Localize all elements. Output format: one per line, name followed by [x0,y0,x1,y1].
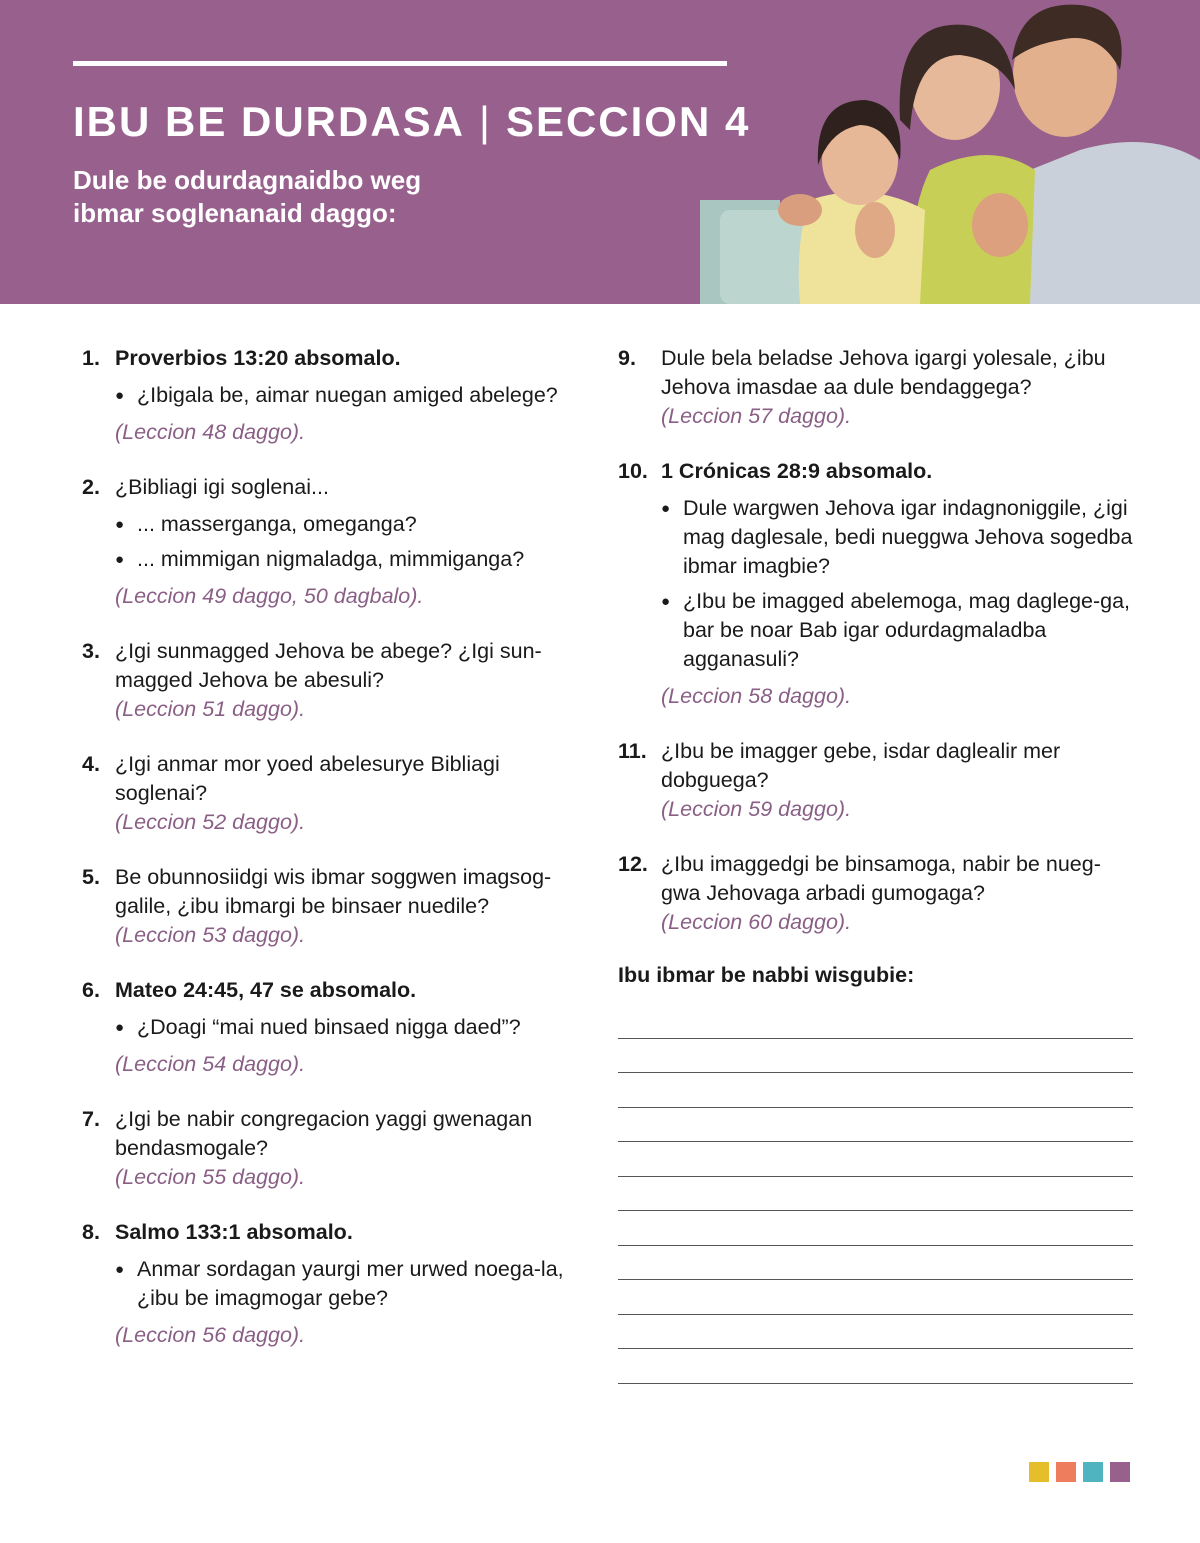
question-item [82,637,592,724]
question-item [82,976,592,1079]
bullet-item: ● Dule wargwen Jehova igar indagnoniggile, ¿igi mag daglesale, bedi nueggwa Jehova sogedba ibmar imagbie? [661,494,1133,581]
question-text: Be obunnosiidgi wis ibmar soggwen imagsog-galile, ¿ibu ibmargi be binsaer nuedile? [115,865,552,918]
color-square-yellow [1029,1462,1049,1482]
question-number: 2. [82,475,100,499]
question-number: 1. [82,346,100,370]
question-text: ¿Ibu be imagger gebe, isdar daglealir mer dobguega? [661,739,1061,792]
question-text: Proverbios 13:20 absomalo. [115,346,401,370]
lesson-reference: (Leccion 54 daggo). [115,1052,306,1076]
notes-heading: Ibu ibmar be nabbi wisgubie: [618,963,915,987]
header-banner [0,0,1200,304]
writing-line[interactable] [618,1315,1133,1350]
question-text: Salmo 133:1 absomalo. [115,1220,353,1244]
writing-line[interactable] [618,1039,1133,1074]
writing-line[interactable] [618,1349,1133,1384]
question-bullets [115,510,592,574]
page-title [73,98,750,146]
lesson-reference: (Leccion 60 daggo). [661,910,852,934]
title-left: IBU BE DURDASA [73,98,466,145]
question-item [82,344,592,447]
question-text: Mateo 24:45, 47 se absomalo. [115,978,417,1002]
question-text: ¿Ibu imaggedgi be binsamoga, nabir be nueg-gwa Jehovaga arbadi gumogaga? [661,852,1101,905]
bullet-item: ● ... masserganga, omeganga? [115,510,592,539]
questions-left-column [82,344,592,1376]
header-rule [73,61,727,66]
writing-line[interactable] [618,1211,1133,1246]
question-bullets [115,1255,592,1313]
bullet-item: ● ... mimmigan nigmaladga, mimmiganga? [115,545,592,574]
lesson-reference: (Leccion 51 daggo). [115,697,306,721]
writing-line[interactable] [618,1108,1133,1143]
family-praying-illustration [700,0,1200,304]
question-item [82,473,592,611]
question-number: 4. [82,752,100,776]
question-text: ¿Bibliagi igi soglenai... [115,475,329,499]
question-number: 6. [82,978,100,1002]
question-text: Dule bela beladse Jehova igargi yolesale, ¿ibu Jehova imasdae aa dule bendaggega? [661,346,1106,399]
color-squares [1029,1462,1130,1482]
lesson-reference: (Leccion 48 daggo). [115,420,306,444]
title-right: SECCION 4 [505,98,751,145]
question-item [618,737,1133,824]
lesson-reference: (Leccion 55 daggo). [115,1165,306,1189]
question-item [82,1218,592,1350]
question-text: ¿Igi anmar mor yoed abelesurye Bibliagi soglenai? [115,752,500,805]
question-number: 10. [618,459,648,483]
notes-lines [618,1004,1133,1384]
subtitle-line: ibmar soglenanaid daggo: [73,198,397,228]
lesson-reference: (Leccion 52 daggo). [115,810,306,834]
question-item [82,863,592,950]
lesson-reference: (Leccion 58 daggo). [661,684,852,708]
question-number: 8. [82,1220,100,1244]
writing-line[interactable] [618,1177,1133,1212]
question-item [82,1105,592,1192]
question-item [618,457,1133,711]
lesson-reference: (Leccion 59 daggo). [661,797,852,821]
writing-line[interactable] [618,1073,1133,1108]
question-item [618,850,1133,937]
lesson-reference: (Leccion 53 daggo). [115,923,306,947]
writing-line[interactable] [618,1004,1133,1039]
question-bullets [661,494,1133,674]
question-number: 12. [618,852,648,876]
color-square-teal [1083,1462,1103,1482]
question-number: 11. [618,739,647,763]
question-bullets [115,1013,592,1042]
question-text: ¿Igi sunmagged Jehova be abege? ¿Igi sun-magged Jehova be abesuli? [115,639,542,692]
page-subtitle [73,164,493,230]
question-number: 5. [82,865,100,889]
question-item [82,750,592,837]
color-square-orange [1056,1462,1076,1482]
question-item [618,344,1133,431]
bullet-item: ● ¿Ibigala be, aimar nuegan amiged abelege? [115,381,592,410]
lesson-reference: (Leccion 49 daggo, 50 dagbalo). [115,584,424,608]
color-square-purple [1110,1462,1130,1482]
question-number: 7. [82,1107,100,1131]
bullet-item: ● Anmar sordagan yaurgi mer urwed noega-la, ¿ibu be imagmogar gebe? [115,1255,592,1313]
writing-line[interactable] [618,1280,1133,1315]
writing-line[interactable] [618,1246,1133,1281]
lesson-reference: (Leccion 57 daggo). [661,404,852,428]
questions-right-column [618,344,1133,1384]
question-number: 9. [618,346,636,370]
lesson-reference: (Leccion 56 daggo). [115,1323,306,1347]
question-text: ¿Igi be nabir congregacion yaggi gwenagan bendasmogale? [115,1107,533,1160]
question-bullets [115,381,592,410]
writing-line[interactable] [618,1142,1133,1177]
subtitle-line: Dule be odurdagnaidbo weg [73,165,422,195]
bullet-item: ● ¿Doagi “mai nued binsaed nigga daed”? [115,1013,592,1042]
question-text: 1 Crónicas 28:9 absomalo. [661,459,933,483]
bullet-item: ● ¿Ibu be imagged abelemoga, mag daglege-ga, bar be noar Bab igar odurdagmaladba agganasuli? [661,587,1133,674]
title-separator: | [479,98,492,145]
question-number: 3. [82,639,100,663]
